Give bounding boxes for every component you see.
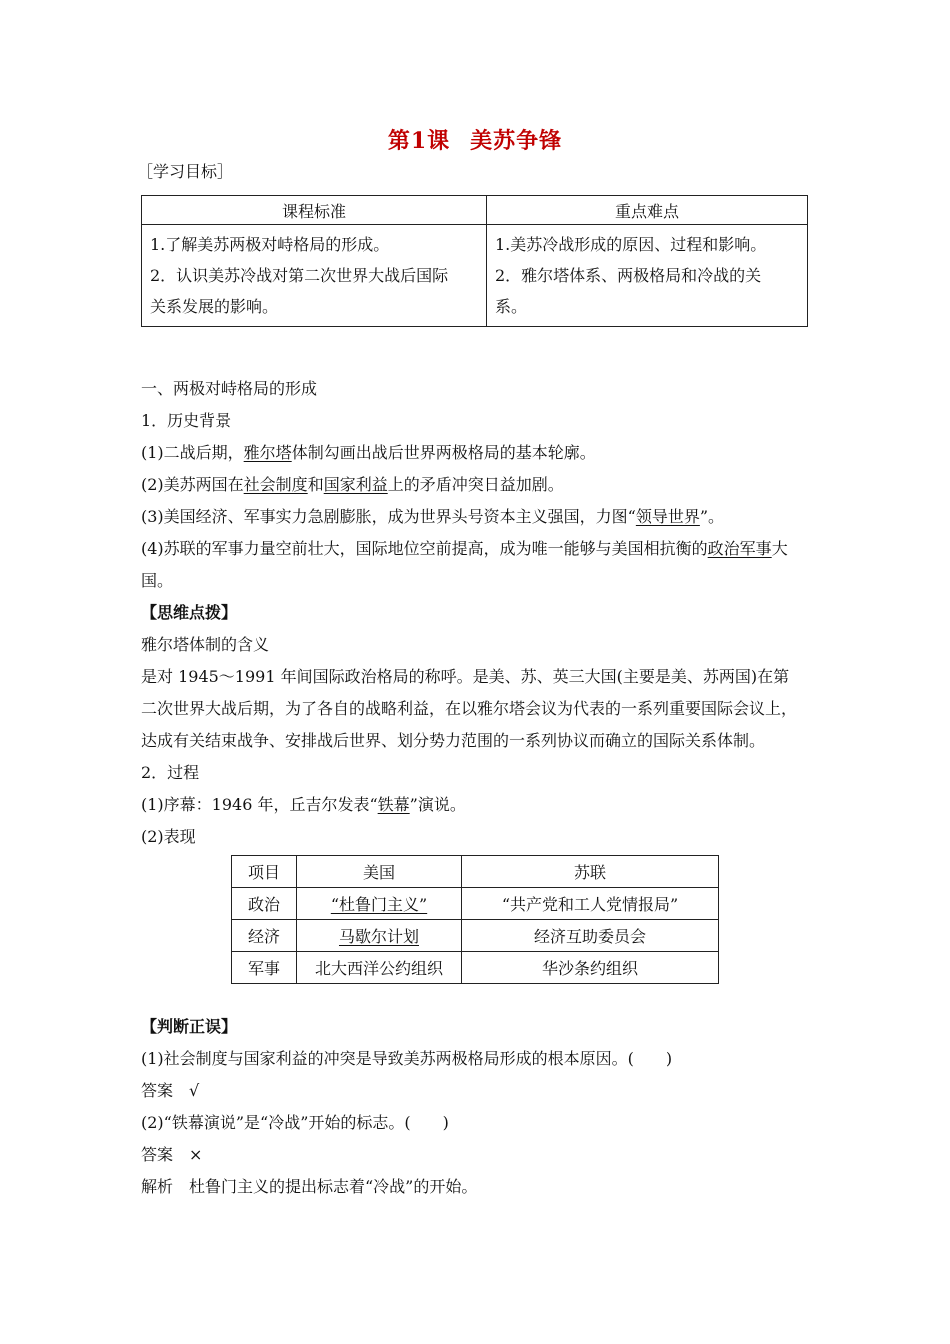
goals-keypoints-cell	[487, 225, 808, 327]
row-ussr: “共产党和工人党情报局”	[462, 888, 719, 920]
judge-question-1: (1)社会制度与国家利益的冲突是导致美苏两极格局形成的根本原因。( )	[141, 1049, 673, 1068]
text-span: ”。	[699, 507, 725, 526]
table-header-row	[232, 856, 719, 888]
background-item-4-cont: 国。	[141, 571, 174, 590]
goals-standard-line: 2．认识美苏冷战对第二次世界大战后国际	[150, 266, 449, 285]
thinking-label: 【思维点拨】	[141, 603, 238, 622]
underlined-answer: 社会制度	[243, 475, 308, 494]
judge-question-2: (2)“铁幕演说”是“冷战”开始的标志。( )	[141, 1113, 449, 1132]
text-span: (1)二战后期，	[141, 443, 244, 462]
text-span: (4)苏联的军事力量空前壮大，国际地位空前提高，成为唯一能够与美国相抗衡的	[141, 539, 708, 558]
underlined-answer: 国家利益	[323, 475, 388, 494]
background-item-4	[141, 537, 788, 561]
text-span: (1)序幕：1946 年，丘吉尔发表“	[141, 795, 378, 814]
text-span: 和	[307, 475, 324, 494]
goals-standard-cell	[142, 225, 487, 327]
judge-label: 【判断正误】	[141, 1017, 238, 1036]
objectives-label: ［学习目标］	[137, 162, 234, 181]
underlined-answer: 雅尔塔	[243, 443, 292, 462]
text-span: ”演说。	[409, 795, 466, 814]
row-item: 军事	[232, 952, 297, 984]
thinking-line: 是对 1945～1991 年间国际政治格局的称呼。是美、苏、英三大国(主要是美、苏两国)在第	[141, 667, 790, 686]
row-ussr: 经济互助委员会	[462, 920, 719, 952]
goals-keypoint-line: 2．雅尔塔体系、两极格局和冷战的关	[495, 266, 762, 285]
row-us: 北大西洋公约组织	[297, 952, 462, 984]
goals-standard-line: 关系发展的影响。	[150, 297, 279, 316]
goals-standard-line: 1.了解美苏两极对峙格局的形成。	[150, 235, 390, 254]
judge-answer-2: 答案 ×	[141, 1145, 203, 1164]
goals-keypoint-line: 系。	[495, 297, 528, 316]
underlined-answer: 马歇尔计划	[338, 927, 419, 946]
text-span: 体制勾画出战后世界两极格局的基本轮廓。	[291, 443, 596, 462]
thinking-line: 达成有关结束战争、安排战后世界、划分势力范围的一系列协议而确立的国际关系体制。	[141, 731, 766, 750]
thinking-line: 二次世界大战后期，为了各自的战略利益，在以雅尔塔会议为代表的一系列重要国际会议上，	[141, 699, 798, 718]
row-ussr: 华沙条约组织	[462, 952, 719, 984]
judge-answer-1: 答案 √	[141, 1081, 200, 1100]
table-row	[232, 952, 719, 984]
header-item: 项目	[232, 856, 297, 888]
underlined-answer: 政治军事	[707, 539, 772, 558]
row-item: 政治	[232, 888, 297, 920]
underlined-answer: 领导世界	[635, 507, 700, 526]
thinking-title: 雅尔塔体制的含义	[141, 635, 270, 654]
row-us	[297, 888, 462, 920]
underlined-answer: 铁幕	[377, 795, 410, 814]
goals-table	[141, 195, 808, 327]
text-span: 大	[771, 539, 788, 558]
process-sub2: 2．过程	[141, 763, 200, 782]
background-item-3	[141, 505, 724, 529]
process-item-1	[141, 793, 466, 817]
lesson-name: 美苏争锋	[470, 128, 563, 154]
comparison-table	[231, 855, 719, 984]
row-item: 经济	[232, 920, 297, 952]
page-title	[0, 124, 950, 155]
text-span: (3)美国经济、军事实力急剧膨胀，成为世界头号资本主义强国，力图“	[141, 507, 636, 526]
process-item-2: (2)表现	[141, 827, 196, 846]
underlined-answer: “杜鲁门主义”	[330, 895, 428, 914]
goals-keypoint-line: 1.美苏冷战形成的原因、过程和影响。	[495, 235, 767, 254]
goals-header-standard: 课程标准	[142, 196, 487, 225]
table-row	[232, 888, 719, 920]
background-item-1	[141, 441, 596, 465]
background-item-2	[141, 473, 564, 497]
section1-heading: 一、两极对峙格局的形成	[141, 379, 318, 398]
judge-explanation-2: 解析 杜鲁门主义的提出标志着“冷战”的开始。	[141, 1177, 478, 1196]
header-us: 美国	[297, 856, 462, 888]
text-span: (2)美苏两国在	[141, 475, 244, 494]
header-ussr: 苏联	[462, 856, 719, 888]
row-us	[297, 920, 462, 952]
lesson-number: 第1课	[387, 128, 451, 154]
table-row	[232, 920, 719, 952]
text-span: 上的矛盾冲突日益加剧。	[387, 475, 564, 494]
section1-sub1: 1．历史背景	[141, 411, 232, 430]
goals-header-keypoints: 重点难点	[487, 196, 808, 225]
